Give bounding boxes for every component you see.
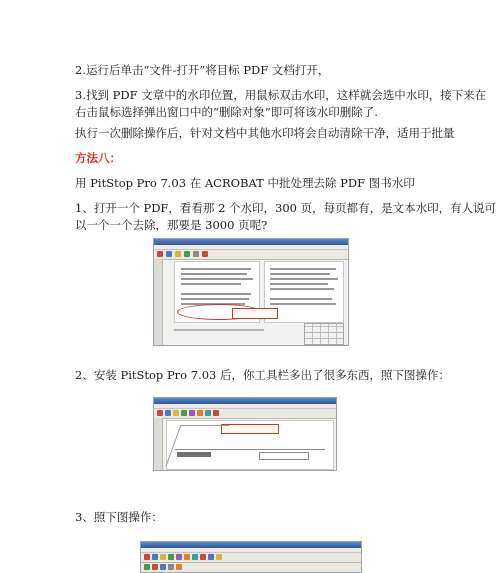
screenshot-pitstop-toolbar <box>153 397 337 471</box>
screenshot-toolbar-row2 <box>141 563 361 572</box>
screenshot-sidebar <box>154 418 163 470</box>
toolbar-icon <box>157 251 163 257</box>
toolbar-icon <box>157 410 163 416</box>
method8-intro: 用 PitStop Pro 7.03 在 ACROBAT 中批处理去除 PDF 图书水印 <box>75 176 415 190</box>
field-box <box>259 452 309 460</box>
watermark-callout-box <box>232 308 278 319</box>
toolbar-icon <box>193 251 199 257</box>
toolbar-icon <box>166 251 172 257</box>
toolbar-icon <box>165 410 171 416</box>
toolbar-icon <box>168 554 174 560</box>
screenshot-toolbar <box>141 553 361 563</box>
toolbar-icon <box>176 554 182 560</box>
toolbar-icon <box>160 554 166 560</box>
toolbar-icon <box>175 251 181 257</box>
toolbar-icon <box>184 251 190 257</box>
toolbar-icon <box>192 554 198 560</box>
screenshot-acrobat-watermarks <box>153 238 349 346</box>
toolbar-icon <box>152 554 158 560</box>
screenshot-toolbar <box>154 250 348 260</box>
step3-text-line1: 3.找到 PDF 文章中的水印位置，用鼠标双击水印，这样就会选中水印，接下来在 <box>75 88 487 102</box>
toolbar-icon <box>205 410 211 416</box>
toolbar-icon <box>184 554 190 560</box>
batch-note-text: 执行一次删除操作后，针对文档中其他水印将会自动清除干净，适用于批量 <box>75 126 455 140</box>
screenshot-toolbar <box>154 409 336 419</box>
step2-text: 2.运行后单击“文件-打开”将目标 PDF 文档打开， <box>75 63 330 77</box>
screenshot-table <box>304 323 344 345</box>
toolbar-icon <box>173 410 179 416</box>
screenshot-sidebar <box>154 259 163 345</box>
toolbar-icon <box>202 251 208 257</box>
toolbar-icon <box>181 410 187 416</box>
method8-heading: 方法八： <box>75 151 121 165</box>
toolbar-icon <box>216 554 222 560</box>
toolbar-icon <box>200 554 206 560</box>
toolbar-icon <box>189 410 195 416</box>
toolbar-icon <box>213 410 219 416</box>
m8-step1-line1: 1、打开一个 PDF，看看那 2 个水印，300 页，每页都有，是文本水印，有人说可 <box>75 201 497 215</box>
m8-step2-text: 2、安装 PitStop Pro 7.03 后，你工具栏多出了很多东西，照下图操作： <box>75 368 451 382</box>
step3-text-line2: 右击鼠标选择弹出窗口中的“删除对象”即可将该水印删除了. <box>75 105 378 119</box>
toolbar-icon <box>197 410 203 416</box>
m8-step1-line2: 以一个一个去除，那要是 3000 页呢? <box>75 218 268 232</box>
screenshot-pitstop-step3 <box>140 541 362 573</box>
screenshot-page <box>166 420 334 470</box>
toolbar-icon <box>208 554 214 560</box>
toolbar-icon <box>144 554 150 560</box>
callout-box <box>221 424 279 434</box>
m8-step3-text: 3、照下图操作： <box>75 510 163 524</box>
